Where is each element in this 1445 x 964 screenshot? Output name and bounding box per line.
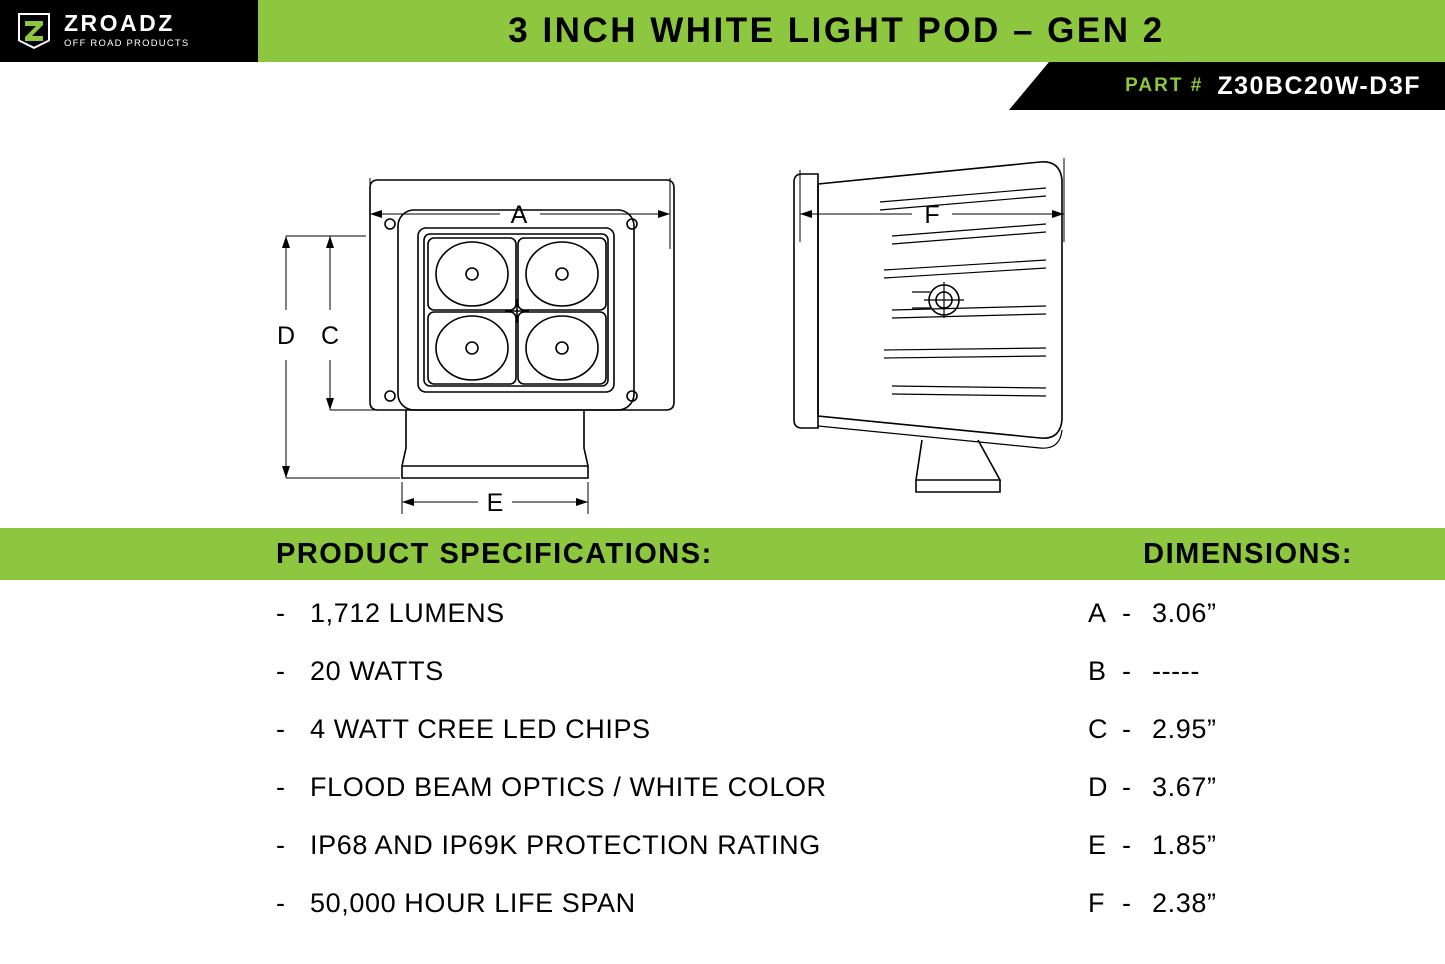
list-item: [1088, 598, 1348, 656]
spec-text: 50,000 HOUR LIFE SPAN: [310, 888, 636, 918]
dimension-letter: A: [1088, 598, 1107, 628]
part-number-label: PART #: [1125, 75, 1204, 96]
brand-logo-text: [64, 12, 189, 50]
dimension-value: 2.95”: [1152, 714, 1217, 744]
dimension-letter: F: [1088, 888, 1106, 918]
dimensions-list: [1088, 598, 1348, 946]
dimension-value: 1.85”: [1152, 830, 1217, 860]
bullet-dash: -: [276, 772, 286, 802]
dim-label-f: F: [924, 201, 940, 229]
dim-label-e: E: [486, 489, 504, 517]
list-item: [276, 830, 1036, 888]
list-item: [276, 772, 1036, 830]
front-view-drawing: [282, 178, 674, 514]
list-item: [1088, 830, 1348, 888]
list-item: [276, 656, 1036, 714]
dimension-letter: C: [1088, 714, 1109, 744]
diagram-svg: [0, 110, 1445, 528]
dimension-dash: -: [1122, 656, 1132, 686]
specifications-body: [0, 580, 1445, 964]
specifications-list: [276, 598, 1036, 946]
brand-name: ZROADZ: [64, 10, 175, 36]
dimension-value: -----: [1152, 656, 1200, 686]
zroadz-z-icon: [14, 11, 54, 51]
dim-label-c: C: [320, 322, 340, 350]
dimension-dash: -: [1122, 598, 1132, 628]
specifications-header-bar: [0, 528, 1445, 580]
dim-label-d: D: [276, 322, 296, 350]
spec-text: 1,712 LUMENS: [310, 598, 505, 628]
spec-text: FLOOD BEAM OPTICS / WHITE COLOR: [310, 772, 827, 802]
dimension-value: 3.67”: [1152, 772, 1217, 802]
dim-label-a: A: [510, 201, 528, 229]
dimension-value: 2.38”: [1152, 888, 1217, 918]
dimension-letter: D: [1088, 772, 1109, 802]
product-diagram: [0, 110, 1445, 528]
list-item: [1088, 772, 1348, 830]
spec-text: 4 WATT CREE LED CHIPS: [310, 714, 651, 744]
list-item: [1088, 656, 1348, 714]
dimension-value: 3.06”: [1152, 598, 1217, 628]
list-item: [276, 598, 1036, 656]
dimensions-heading: DIMENSIONS:: [1143, 538, 1353, 570]
spec-text: 20 WATTS: [310, 656, 444, 686]
list-item: [276, 888, 1036, 946]
brand-logo: [0, 0, 258, 62]
list-item: [276, 714, 1036, 772]
bullet-dash: -: [276, 656, 286, 686]
dimension-dash: -: [1122, 888, 1132, 918]
bullet-dash: -: [276, 714, 286, 744]
part-number-value: Z30BC20W-D3F: [1217, 71, 1421, 100]
bullet-dash: -: [276, 830, 286, 860]
bullet-dash: -: [276, 888, 286, 918]
part-number-bar: [1049, 62, 1445, 110]
bullet-dash: -: [276, 598, 286, 628]
dimension-dash: -: [1122, 772, 1132, 802]
specifications-heading: PRODUCT SPECIFICATIONS:: [276, 538, 713, 570]
page-header: [0, 0, 1445, 110]
dimension-dash: -: [1122, 830, 1132, 860]
list-item: [1088, 888, 1348, 946]
dimension-letter: E: [1088, 830, 1107, 860]
list-item: [1088, 714, 1348, 772]
dimension-letter: B: [1088, 656, 1107, 686]
spec-text: IP68 AND IP69K PROTECTION RATING: [310, 830, 821, 860]
brand-tagline: OFF ROAD PRODUCTS: [64, 38, 190, 49]
page-title: 3 INCH WHITE LIGHT POD – GEN 2: [508, 11, 1165, 50]
dimension-dash: -: [1122, 714, 1132, 744]
